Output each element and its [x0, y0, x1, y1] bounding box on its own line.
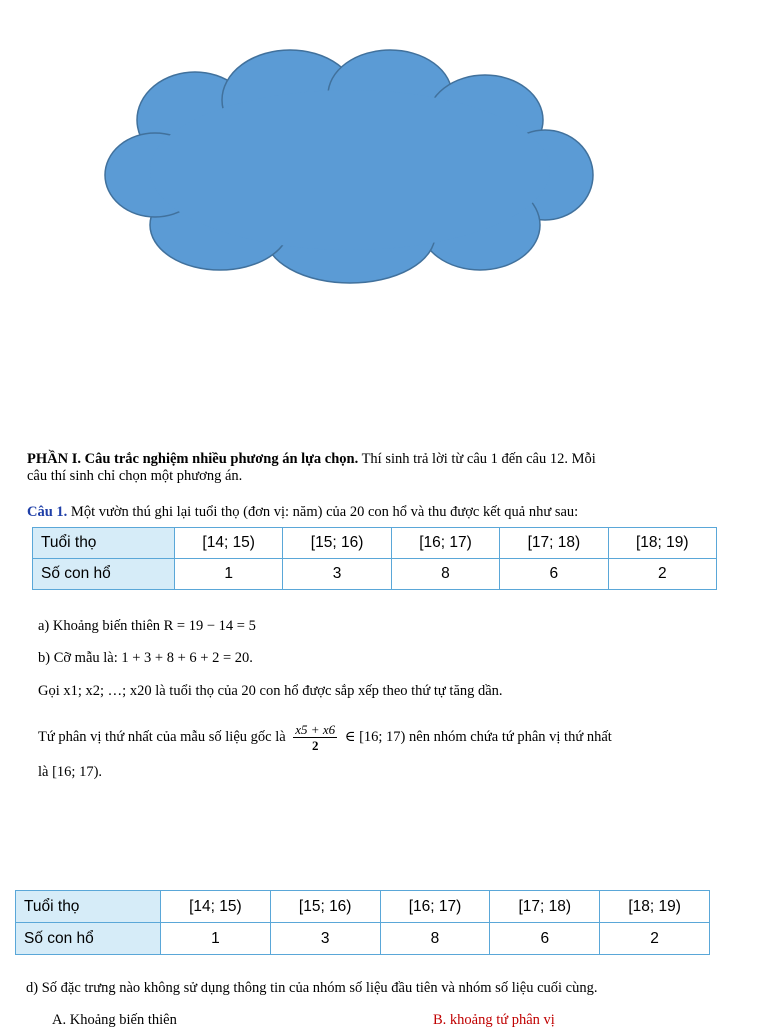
- count-cell: 3: [283, 559, 391, 590]
- quartile-prefix: Tứ phân vị thứ nhất của mẫu số liệu gốc là: [38, 729, 286, 745]
- solution-quartile-line2: là [16; 17).: [38, 764, 103, 780]
- section-text-line2: câu thí sinh chỉ chọn một phương án.: [27, 468, 243, 484]
- count-cell: 2: [600, 923, 710, 955]
- interval-cell: [18; 19): [600, 891, 710, 923]
- interval-cell: [14; 15): [161, 891, 271, 923]
- row-header-age: Tuổi thọ: [16, 891, 161, 923]
- data-table-1: [32, 527, 717, 590]
- question-d-text: d) Số đặc trưng nào không sử dụng thông tin của nhóm số liệu đầu tiên và nhóm số liệu cuối cùng.: [26, 980, 598, 996]
- interval-cell: [18; 19): [608, 528, 716, 559]
- count-cell: 2: [608, 559, 716, 590]
- fraction-denominator: 2: [311, 737, 319, 753]
- section-heading: [27, 450, 596, 468]
- count-cell: 6: [490, 923, 600, 955]
- interval-cell: [15; 16): [283, 528, 391, 559]
- quartile-fraction: [293, 722, 337, 754]
- count-cell: 8: [391, 559, 499, 590]
- interval-cell: [17; 18): [490, 891, 600, 923]
- section-text-line1: Thí sinh trả lời từ câu 1 đến câu 12. Mỗi: [358, 451, 596, 467]
- solution-quartile: [38, 718, 612, 756]
- section-title: PHẦN I. Câu trắc nghiệm nhiều phương án lựa chọn.: [27, 451, 359, 467]
- solution-b: b) Cỡ mẫu là: 1 + 3 + 8 + 6 + 2 = 20.: [38, 650, 253, 666]
- cloud-shape: [100, 45, 600, 285]
- row-header-count: Số con hổ: [33, 559, 175, 590]
- row-header-age: Tuổi thọ: [33, 528, 175, 559]
- solution-order: Gọi x1; x2; …; x20 là tuổi thọ của 20 con hổ được sắp xếp theo thứ tự tăng dần.: [38, 683, 503, 699]
- fraction-numerator: x5 + x6: [295, 721, 336, 737]
- question-1: [27, 503, 578, 521]
- option-b: B. khoảng tứ phân vị: [433, 1012, 555, 1028]
- question-label: Câu 1.: [27, 504, 68, 520]
- interval-cell: [15; 16): [270, 891, 380, 923]
- solution-a: a) Khoảng biến thiên R = 19 − 14 = 5: [38, 618, 256, 634]
- count-cell: 3: [270, 923, 380, 955]
- interval-cell: [16; 17): [380, 891, 490, 923]
- row-header-count: Số con hổ: [16, 923, 161, 955]
- interval-cell: [16; 17): [391, 528, 499, 559]
- quartile-suffix: ∈ [16; 17) nên nhóm chứa tứ phân vị thứ nhất: [344, 729, 612, 745]
- interval-cell: [17; 18): [500, 528, 608, 559]
- option-a: A. Khoảng biến thiên: [52, 1012, 177, 1028]
- count-cell: 6: [500, 559, 608, 590]
- interval-cell: [14; 15): [175, 528, 283, 559]
- count-cell: 1: [161, 923, 271, 955]
- count-cell: 1: [175, 559, 283, 590]
- data-table-2: [15, 890, 710, 955]
- question-text: Một vườn thú ghi lại tuổi thọ (đơn vị: năm) của 20 con hổ và thu được kết quả như sau:: [67, 504, 579, 520]
- count-cell: 8: [380, 923, 490, 955]
